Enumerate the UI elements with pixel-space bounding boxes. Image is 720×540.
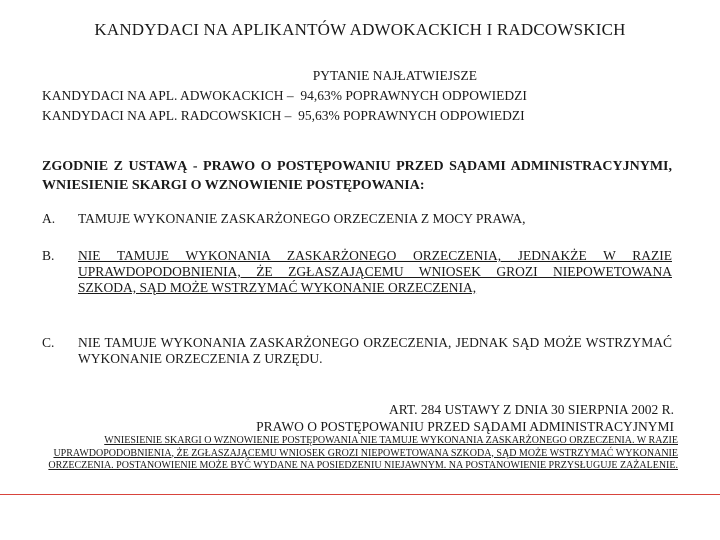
stats-heading: PYTANIE NAJŁATWIEJSZE: [312, 68, 477, 83]
option-c: [42, 335, 672, 367]
stats-block: [42, 66, 632, 126]
option-b-correct: [42, 248, 672, 296]
option-letter: C.: [42, 335, 55, 350]
option-text: NIE TAMUJE WYKONANIA ZASKARŻONEGO ORZECZENIA, JEDNAKŻE W RAZIE UPRAWDOPODOBNIENIA, ŻE ZGŁASZAJĄCEMU WNIOSEK GROZI NIEPOWETOWANA SZKODA, SĄD MOŻE WSTRZYMAĆ WYKONANIE ORZECZENIA,: [78, 248, 672, 295]
stats-row-advocates: KANDYDACI NA APL. ADWOKACKICH – 94,63% POPRAWNYCH ODPOWIEDZI: [42, 88, 527, 103]
source-line-1: ART. 284 USTAWY Z DNIA 30 SIERPNIA 2002 R.: [388, 402, 674, 417]
stats-row-legal-advisers: KANDYDACI NA APL. RADCOWSKICH – 95,63% POPRAWNYCH ODPOWIEDZI: [42, 108, 525, 123]
option-text: TAMUJE WYKONANIE ZASKARŻONEGO ORZECZENIA Z MOCY PRAWA,: [78, 211, 526, 226]
legal-note: WNIESIENIE SKARGI O WZNOWIENIE POSTĘPOWANIA NIE TAMUJE WYKONANIA ZASKARŻONEGO ORZECZENIA. W RAZIE UPRAWDOPODOBNIENIA, ŻE ZGŁASZAJĄCEMU WNIOSEK GROZI NIEPOWETOWANA SZKODA, SĄD MOŻE WSTRZYMAĆ WYKONANIE ORZECZENIA. POSTANOWIENIE MOŻE BYĆ WYDANE NA POSIEDZENIU NIEJAWNYM. NA POSTANOWIENIE PRZYSŁUGUJE ZAŻALENIE.: [48, 435, 678, 471]
legal-source: [154, 401, 674, 435]
option-letter: B.: [42, 248, 55, 263]
option-a: [42, 211, 672, 227]
footer-divider: [0, 494, 720, 495]
question-text: ZGODNIE Z USTAWĄ - PRAWO O POSTĘPOWANIU PRZED SĄDAMI ADMINISTRACYJNYMI, WNIESIENIE SKARGI O WZNOWIENIE POSTĘPOWANIA:: [42, 159, 672, 193]
option-letter: A.: [42, 211, 56, 226]
option-text: NIE TAMUJE WYKONANIA ZASKARŻONEGO ORZECZENIA, JEDNAK SĄD MOŻE WSTRZYMAĆ WYKONANIE ORZECZENIA Z URZĘDU.: [78, 335, 672, 366]
source-line-2: PRAWO O POSTĘPOWANIU PRZED SĄDAMI ADMINISTRACYJNYMI: [256, 419, 674, 434]
slide-title: KANDYDACI NA APLIKANTÓW ADWOKACKICH I RADCOWSKICH: [94, 20, 626, 39]
